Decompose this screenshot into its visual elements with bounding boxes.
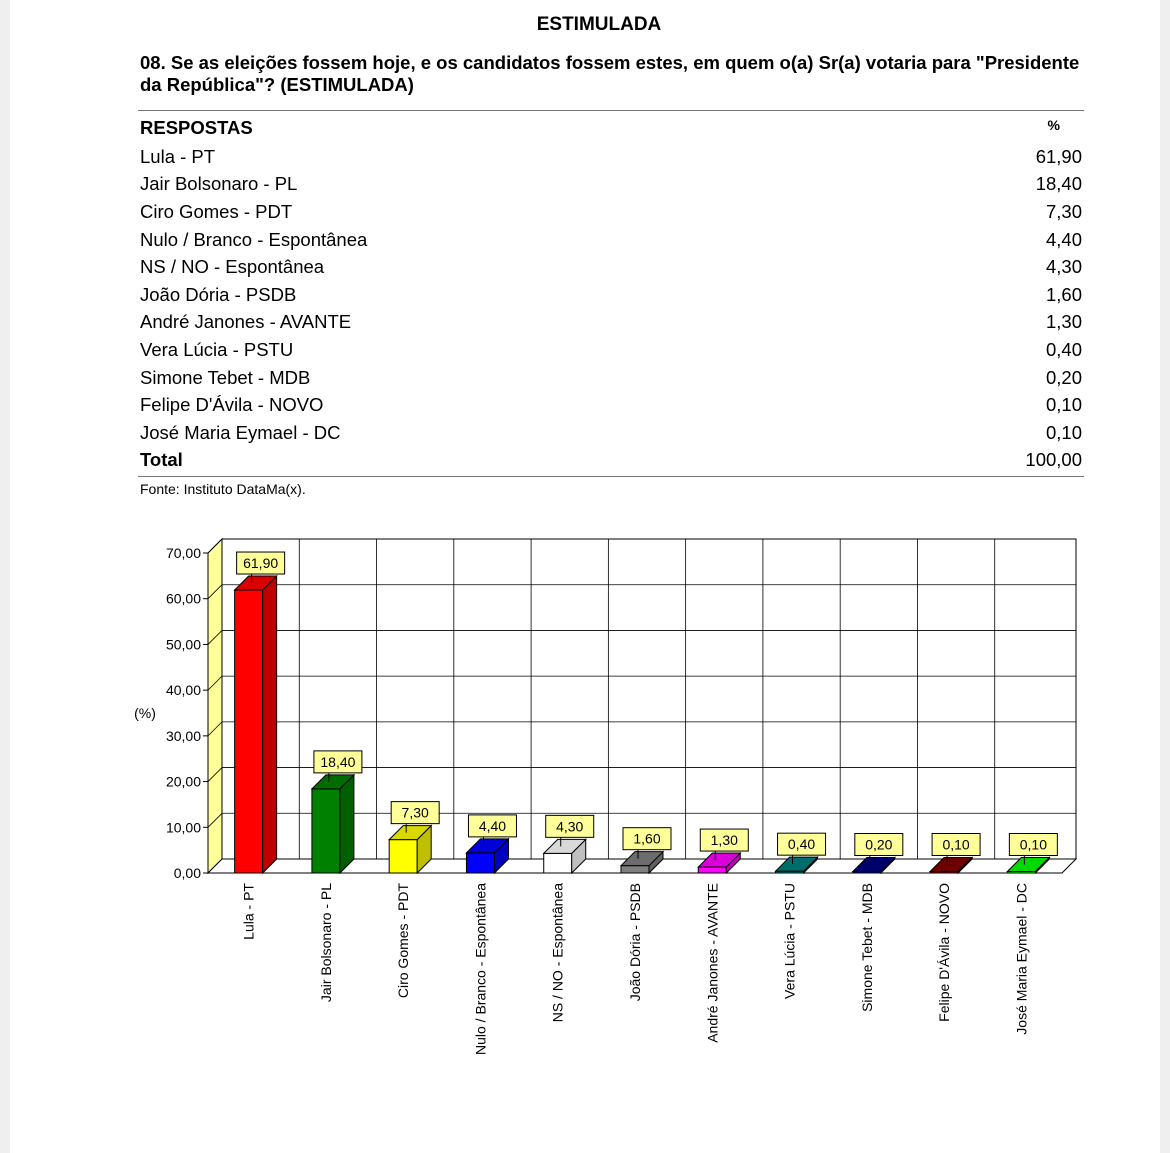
data-label: 4,30	[556, 818, 584, 835]
y-tick-label: 60,00	[165, 590, 201, 607]
bar	[544, 853, 572, 873]
row-label: Felipe D'Ávila - NOVO	[140, 394, 324, 416]
y-tick-label: 10,00	[165, 819, 201, 836]
data-label: 7,30	[401, 804, 429, 821]
row-label: João Dória - PSDB	[140, 283, 297, 305]
category-label: José Maria Eymael - DC	[1013, 883, 1030, 1035]
row-label: Simone Tebet - MDB	[140, 366, 311, 388]
row-value: 61,90	[1035, 145, 1082, 167]
row-value: 4,30	[1045, 256, 1082, 278]
results-table	[138, 113, 1084, 474]
table-header-row	[138, 113, 1084, 143]
category-label: João Dória - PSDB	[627, 883, 643, 1002]
category-label: NS / NO - Espontânea	[549, 883, 566, 1023]
category-label: Lula - PT	[240, 883, 257, 940]
row-label: Nulo / Branco - Espontânea	[140, 228, 368, 250]
row-value: 0,20	[1045, 366, 1082, 388]
data-label: 0,40	[787, 836, 816, 853]
source-note: Fonte: Instituto DataMa(x).	[140, 481, 306, 497]
row-value: 0,10	[1045, 421, 1082, 443]
data-label: 0,10	[942, 836, 970, 853]
table-row	[138, 171, 1084, 199]
bar	[698, 867, 726, 873]
header-respostas: RESPOSTAS	[140, 117, 253, 138]
table-row	[138, 336, 1084, 364]
row-value: 18,40	[1035, 173, 1082, 195]
y-tick-label: 0,00	[173, 865, 201, 881]
question-text: 08. Se as eleições fossem hoje, e os candidatos fossem estes, em quem o(a) Sr(a) votaria para "Presidente da República"? (ESTIMULADA)	[140, 52, 1080, 95]
data-label: 0,10	[1019, 836, 1047, 853]
left-wall	[208, 539, 222, 873]
row-label: José Maria Eymael - DC	[140, 421, 341, 443]
table-row	[138, 391, 1084, 419]
y-tick-label: 20,00	[165, 773, 201, 790]
y-tick-label: 70,00	[165, 545, 201, 561]
row-value: 4,40	[1045, 228, 1082, 250]
y-tick-label: 30,00	[165, 727, 201, 744]
data-label: 61,90	[243, 555, 279, 572]
bar	[389, 840, 417, 873]
category-label: Jair Bolsonaro - PL	[317, 883, 334, 1003]
table-bottom-rule	[138, 476, 1084, 477]
total-label: Total	[140, 449, 183, 471]
row-value: 0,10	[1045, 394, 1082, 416]
category-label: Felipe D'Ávila - NOVO	[936, 883, 953, 1022]
row-label: Ciro Gomes - PDT	[140, 200, 293, 222]
category-label: André Janones - AVANTE	[704, 883, 721, 1043]
data-label: 0,20	[865, 836, 893, 853]
table-row	[138, 364, 1084, 392]
bar	[235, 590, 263, 873]
row-label: Jair Bolsonaro - PL	[140, 173, 298, 195]
data-label: 1,30	[710, 832, 738, 849]
row-label: Lula - PT	[140, 145, 216, 167]
row-value: 1,60	[1045, 283, 1082, 305]
table-row	[138, 226, 1084, 254]
header-percent: %	[1047, 117, 1060, 133]
page-title: ESTIMULADA	[536, 14, 662, 35]
row-value: 1,30	[1045, 311, 1082, 333]
bar-side	[263, 576, 277, 873]
category-label: Ciro Gomes - PDT	[395, 883, 412, 999]
data-label: 1,60	[633, 830, 661, 847]
row-label: NS / NO - Espontânea	[140, 256, 325, 278]
y-tick-label: 40,00	[165, 682, 201, 699]
table-row	[138, 253, 1084, 281]
bar-side	[340, 775, 354, 873]
y-tick-label: 50,00	[165, 636, 201, 653]
category-label: Simone Tebet - MDB	[858, 883, 875, 1012]
table-row	[138, 281, 1084, 309]
table-row	[138, 419, 1084, 447]
bar	[466, 853, 494, 873]
table-row	[138, 198, 1084, 226]
bar	[621, 866, 649, 873]
table-top-rule	[138, 110, 1084, 111]
row-value: 7,30	[1045, 200, 1082, 222]
category-label: Vera Lúcia - PSTU	[781, 883, 798, 999]
row-label: André Janones - AVANTE	[140, 311, 352, 333]
row-value: 0,40	[1045, 338, 1082, 360]
y-axis-label: (%)	[134, 705, 156, 721]
table-row	[138, 143, 1084, 171]
data-label: 18,40	[320, 753, 356, 770]
total-value: 100,00	[1025, 449, 1082, 471]
row-label: Vera Lúcia - PSTU	[140, 338, 294, 360]
table-row	[138, 309, 1084, 337]
table-total-row	[138, 447, 1084, 475]
category-label: Nulo / Branco - Espontânea	[472, 883, 489, 1055]
bar-chart	[0, 520, 1170, 1080]
data-label: 4,40	[478, 817, 507, 834]
bar	[312, 789, 340, 873]
